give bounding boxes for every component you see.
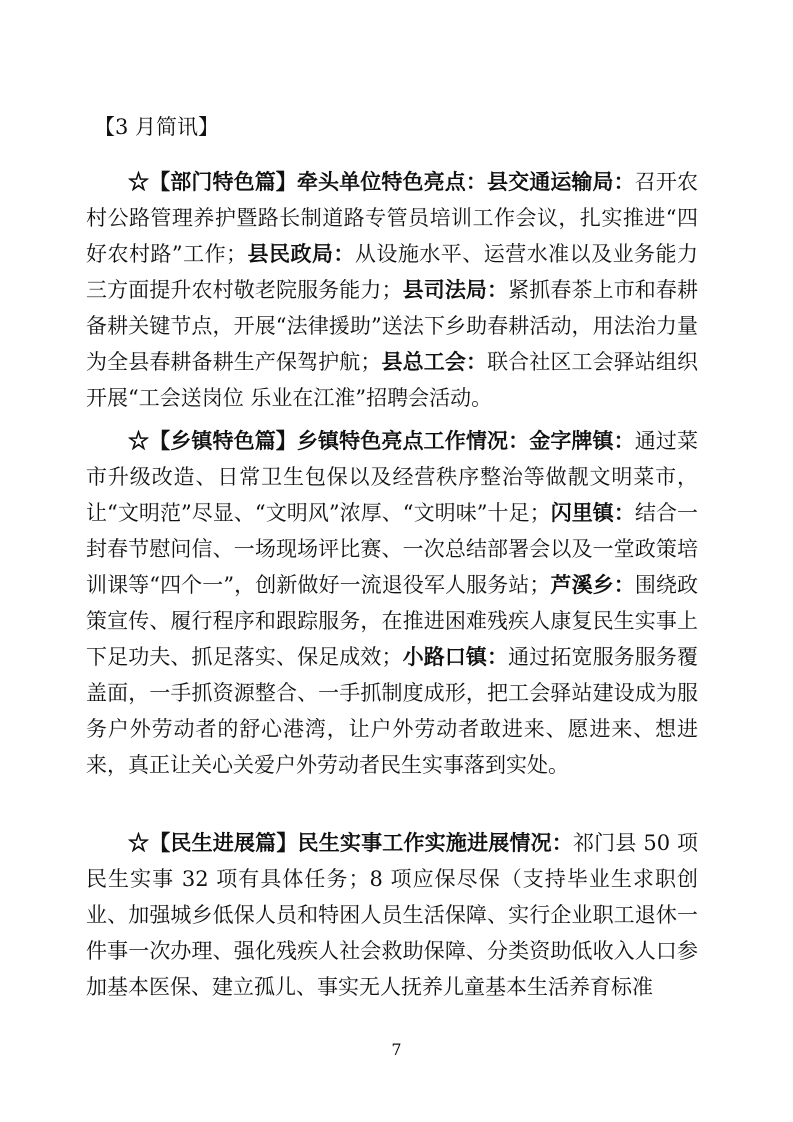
run: 紧抓春茶上市和春耕备耕关键节点，开展“法律援助”送法下乡助春耕活动，用法治力量为全县春耕备耕生产保驾护航； xyxy=(86,278,699,374)
run: ☆【乡镇特色篇】乡镇特色亮点工作情况： xyxy=(128,428,530,453)
run: 从设施水平、运营水准以及业务能力三方面提升农村敬老院服务能力； xyxy=(86,242,699,302)
paragraph-livelihood-progress xyxy=(86,825,698,1005)
run: 金字牌镇： xyxy=(529,428,635,453)
run: 联合社区工会驿站组织开展“工会送岗位 乐业在江淮”招聘会活动。 xyxy=(86,350,699,410)
run: 围绕政策宣传、履行程序和跟踪服务，在推进困难残疾人康复民生实事上下足功夫、抓足落实、保足成效； xyxy=(86,573,699,669)
run: 结合一封春节慰问信、一场现场评比赛、一次总结部署会以及一堂政策培训课等“四个一”，创新做好一流退役军人服务站； xyxy=(86,501,699,597)
run: 召开农村公路管理养护暨路长制道路专管员培训工作会议，扎实推进“四好农村路”工作； xyxy=(86,170,699,266)
page-number: 7 xyxy=(391,1040,402,1059)
run: ☆【民生进展篇】民生实事工作实施进展情况： xyxy=(128,830,573,855)
run: 小路口镇： xyxy=(402,644,509,669)
paragraph-department-highlights xyxy=(86,164,698,416)
run: 县司法局： xyxy=(402,277,509,302)
run: 通过菜市升级改造、日常卫生包保以及经营秩序整治等做靓文明菜市，让“文明范”尽显、“文明风”浓厚、“文明味”十足； xyxy=(86,429,699,525)
paragraph-township-highlights xyxy=(86,423,698,783)
run: 县总工会： xyxy=(381,349,488,374)
run: 县民政局： xyxy=(247,241,355,266)
run: 祁门县 50 项民生实事 32 项有具体任务；8 项应保尽保（支持毕业生求职创业、加强城乡低保人员和特困人员生活保障、实行企业职工退休一件事一次办理、强化残疾人社会救助保障、分类资助低收入人口参加基本医保、建立孤儿、事实无人抚养儿童基本生活养育标准 xyxy=(86,831,699,999)
run: 县交通运输局： xyxy=(486,169,635,194)
run: 闪里镇： xyxy=(550,500,635,525)
section-heading: 【3 月简讯】 xyxy=(94,115,220,139)
run: ☆【部门特色篇】牵头单位特色亮点： xyxy=(128,169,487,194)
run: 通过拓宽服务服务覆盖面，一手抓资源整合、一手抓制度成形，把工会驿站建设成为服务户外劳动者的舒心港湾，让户外劳动者敢进来、愿进来、想进来，真正让关心关爱户外劳动者民生实事落到实处。 xyxy=(86,645,699,777)
run: 芦溪乡： xyxy=(550,572,635,597)
